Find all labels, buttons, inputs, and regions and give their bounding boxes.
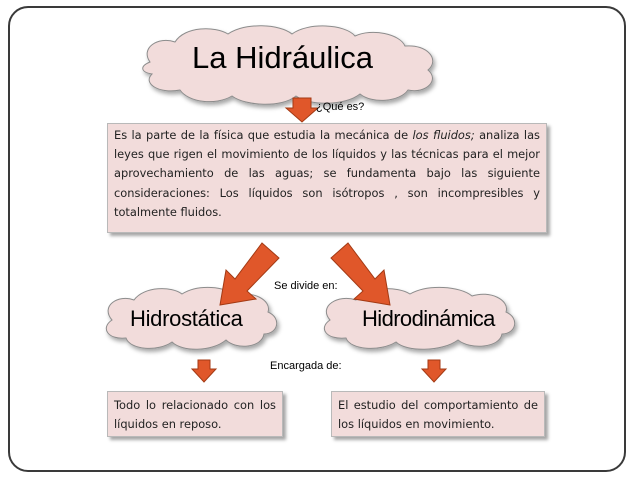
hidrodinamica-description: El estudio del comportamiento de los líquidos en movimiento.: [338, 398, 538, 432]
arrow-down-right-icon: [331, 243, 390, 305]
hidrostatica-description: Todo lo relacionado con los líquidos en reposo.: [114, 398, 276, 432]
hidrodinamica-label: Hidrodinámica: [362, 306, 495, 331]
definition-emphasis: los fluidos;: [412, 128, 475, 142]
divides-label: Se divide en:: [274, 280, 338, 292]
hidrostatica-label: Hidrostática: [130, 306, 243, 331]
arrow-down-small-right-icon: [422, 360, 446, 382]
definition-box: [107, 123, 547, 233]
hidrodinamica-description-box: [331, 391, 545, 437]
arrow-down-left-icon: [220, 243, 279, 305]
definition-part2: analiza las leyes que rigen el movimiento de los líquidos y las técnicas para el mejor aprovechamiento de las aguas; se fundamenta bajo las siguiente consideraciones: Los líquidos son isótropos , son incompresibles y totalmente fluidos.: [114, 128, 540, 219]
handles-label: Encargada de:: [270, 360, 342, 372]
definition-part1: Es la parte de la física que estudia la mecánica de: [114, 128, 413, 142]
question-label: ¿Qué es?: [316, 101, 365, 113]
hidrostatica-description-box: [107, 391, 283, 437]
title-text: La Hidráulica: [192, 40, 373, 75]
definition-text: [114, 126, 540, 222]
arrow-down-small-left-icon: [192, 360, 216, 382]
